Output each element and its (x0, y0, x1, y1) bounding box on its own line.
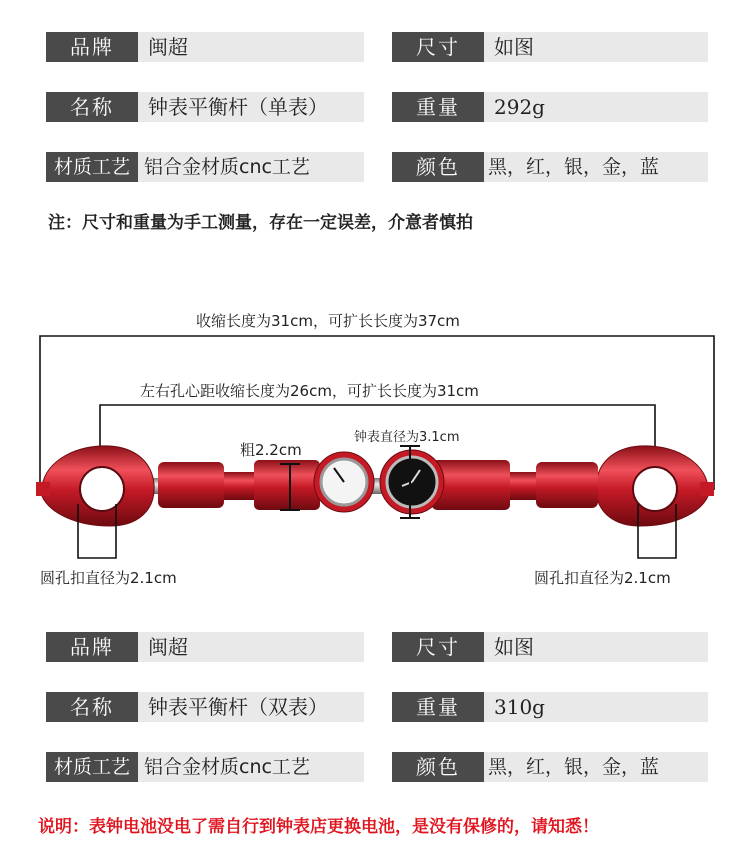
spec-value-brand: 闽超 (138, 632, 364, 662)
right-joint (510, 472, 536, 500)
right-clamp (596, 446, 714, 526)
spec-value-material: 铝合金材质cnc工艺 (138, 752, 364, 782)
spec-value-color: 黑，红，银，金，蓝 (484, 152, 708, 182)
spec-label-size: 尺寸 (392, 32, 484, 62)
spec-value-color: 黑，红，银，金，蓝 (484, 752, 708, 782)
total-length-label: 收缩长度为31cm，可扩长长度为37cm (196, 312, 460, 330)
spec-label-name: 名称 (46, 92, 138, 122)
thickness-label: 粗2.2cm (240, 441, 302, 459)
right-outer-tube (536, 462, 598, 508)
spec-value-size: 如图 (484, 632, 708, 662)
measurement-note: 注：尺寸和重量为手工测量，存在一定误差，介意者慎拍 (48, 213, 473, 233)
spec-label-material: 材质工艺 (46, 152, 138, 182)
left-joint (224, 472, 254, 500)
balance-bar-diagram (0, 300, 750, 600)
hole-center-label: 左右孔心距收缩长度为26cm，可扩长长度为31cm (140, 382, 479, 400)
spec-label-brand: 品牌 (46, 32, 138, 62)
clock-diameter-label: 钟表直径为3.1cm (354, 426, 460, 445)
spec-label-name: 名称 (46, 692, 138, 722)
spec-label-brand: 品牌 (46, 632, 138, 662)
left-outer-tube (158, 462, 224, 508)
clock-gauge (380, 450, 444, 514)
spec-label-weight: 重量 (392, 92, 484, 122)
battery-warning: 说明：表钟电池没电了需自行到钟表店更换电池，是没有保修的，请知悉！ (38, 817, 599, 837)
left-main-tube (254, 460, 320, 510)
spec-label-color: 颜色 (392, 752, 484, 782)
right-clamp-label: 圆孔扣直径为2.1cm (534, 569, 671, 587)
spec-label-color: 颜色 (392, 152, 484, 182)
spec-value-brand: 闽超 (138, 32, 364, 62)
spec-value-material: 铝合金材质cnc工艺 (138, 152, 364, 182)
spec-value-weight: 310g (484, 692, 708, 722)
spec-value-name: 钟表平衡杆（单表） (138, 92, 364, 122)
left-clamp-label: 圆孔扣直径为2.1cm (40, 569, 177, 587)
spec-label-weight: 重量 (392, 692, 484, 722)
spec-value-weight: 292g (484, 92, 708, 122)
thermometer-gauge (314, 452, 374, 512)
spec-label-size: 尺寸 (392, 632, 484, 662)
left-clamp (36, 446, 154, 526)
spec-label-material: 材质工艺 (46, 752, 138, 782)
spec-value-name: 钟表平衡杆（双表） (138, 692, 364, 722)
spec-value-size: 如图 (484, 32, 708, 62)
